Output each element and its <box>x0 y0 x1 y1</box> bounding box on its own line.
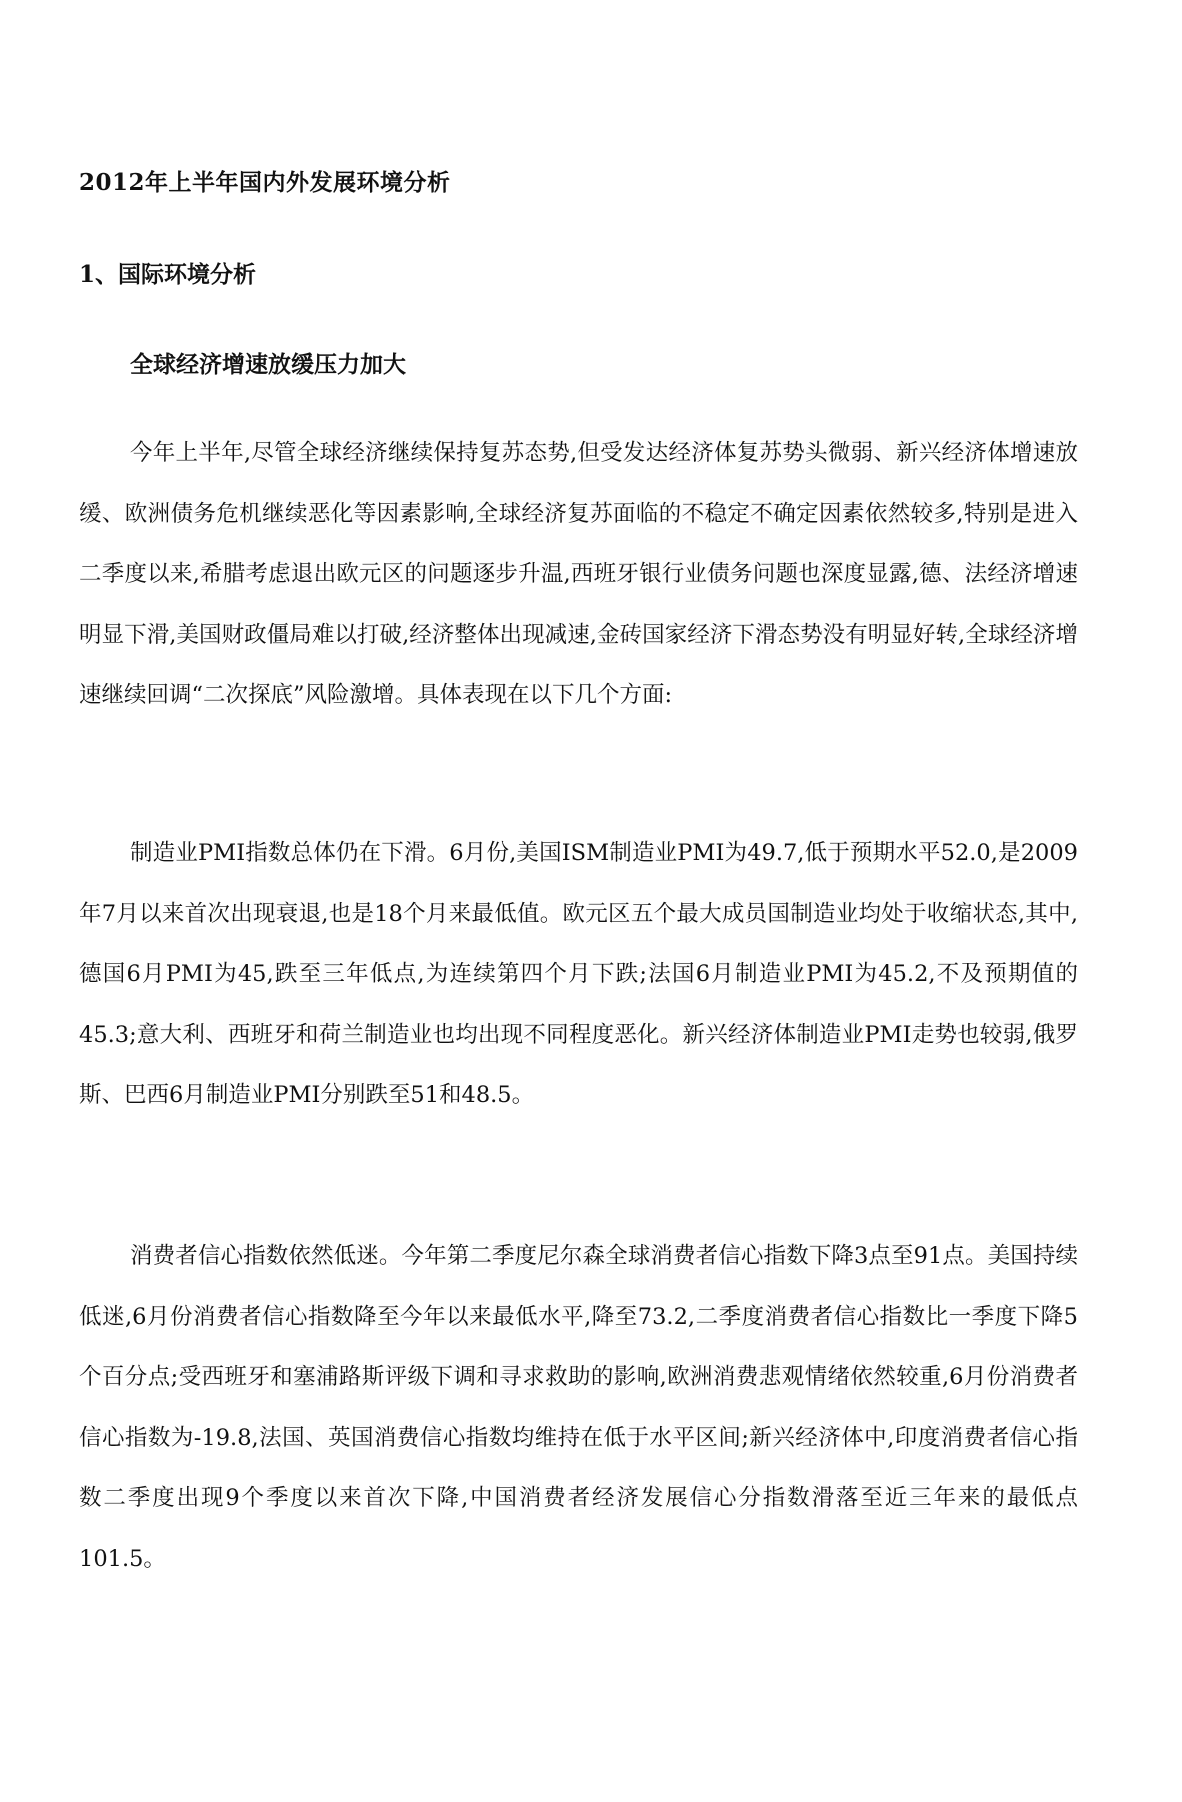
paragraph-pmi: 制造业PMI指数总体仍在下滑。6月份,美国ISM制造业PMI为49.7,低于预期水平52.0,是2009年7月以来首次出现衰退,也是18个月来最低值。欧元区五个最大成员国制造业均处于收缩状态,其中,德国6月PMI为45,跌至三年低点,为连续第四个月下跌;法国6月制造业PMI为45.2,不及预期值的45.3;意大利、西班牙和荷兰制造业也均出现不同程度恶化。新兴经济体制造业PMI走势也较弱,俄罗斯、巴西6月制造业PMI分别跌至51和48.5。 <box>79 840 1078 1108</box>
sub-heading: 全球经济增速放缓压力加大 <box>130 351 406 378</box>
paragraph-intro: 今年上半年,尽管全球经济继续保持复苏态势,但受发达经济体复苏势头微弱、新兴经济体增速放缓、欧洲债务危机继续恶化等因素影响,全球经济复苏面临的不稳定不确定因素依然较多,特别是进入二季度以来,希腊考虑退出欧元区的问题逐步升温,西班牙银行业债务问题也深度显露,德、法经济增速明显下滑,美国财政僵局难以打破,经济整体出现减速,金砖国家经济下滑态势没有明显好转,全球经济增速继续回调“二次探底”风险激增。具体表现在以下几个方面: <box>79 440 1078 708</box>
document-title: 2012年上半年国内外发展环境分析 <box>79 169 451 196</box>
section-heading: 1、国际环境分析 <box>79 261 257 288</box>
paragraph-consumer-confidence: 消费者信心指数依然低迷。今年第二季度尼尔森全球消费者信心指数下降3点至91点。美国持续低迷,6月份消费者信心指数降至今年以来最低水平,降至73.2,二季度消费者信心指数比一季度下降5个百分点;受西班牙和塞浦路斯评级下调和寻求救助的影响,欧洲消费悲观情绪依然较重,6月份消费者信心指数为-19.8,法国、英国消费信心指数均维持在低于水平区间;新兴经济体中,印度消费者信心指数二季度出现9个季度以来首次下降,中国消费者经济发展信心分指数滑落至近三年来的最低点101.5。 <box>79 1243 1078 1572</box>
